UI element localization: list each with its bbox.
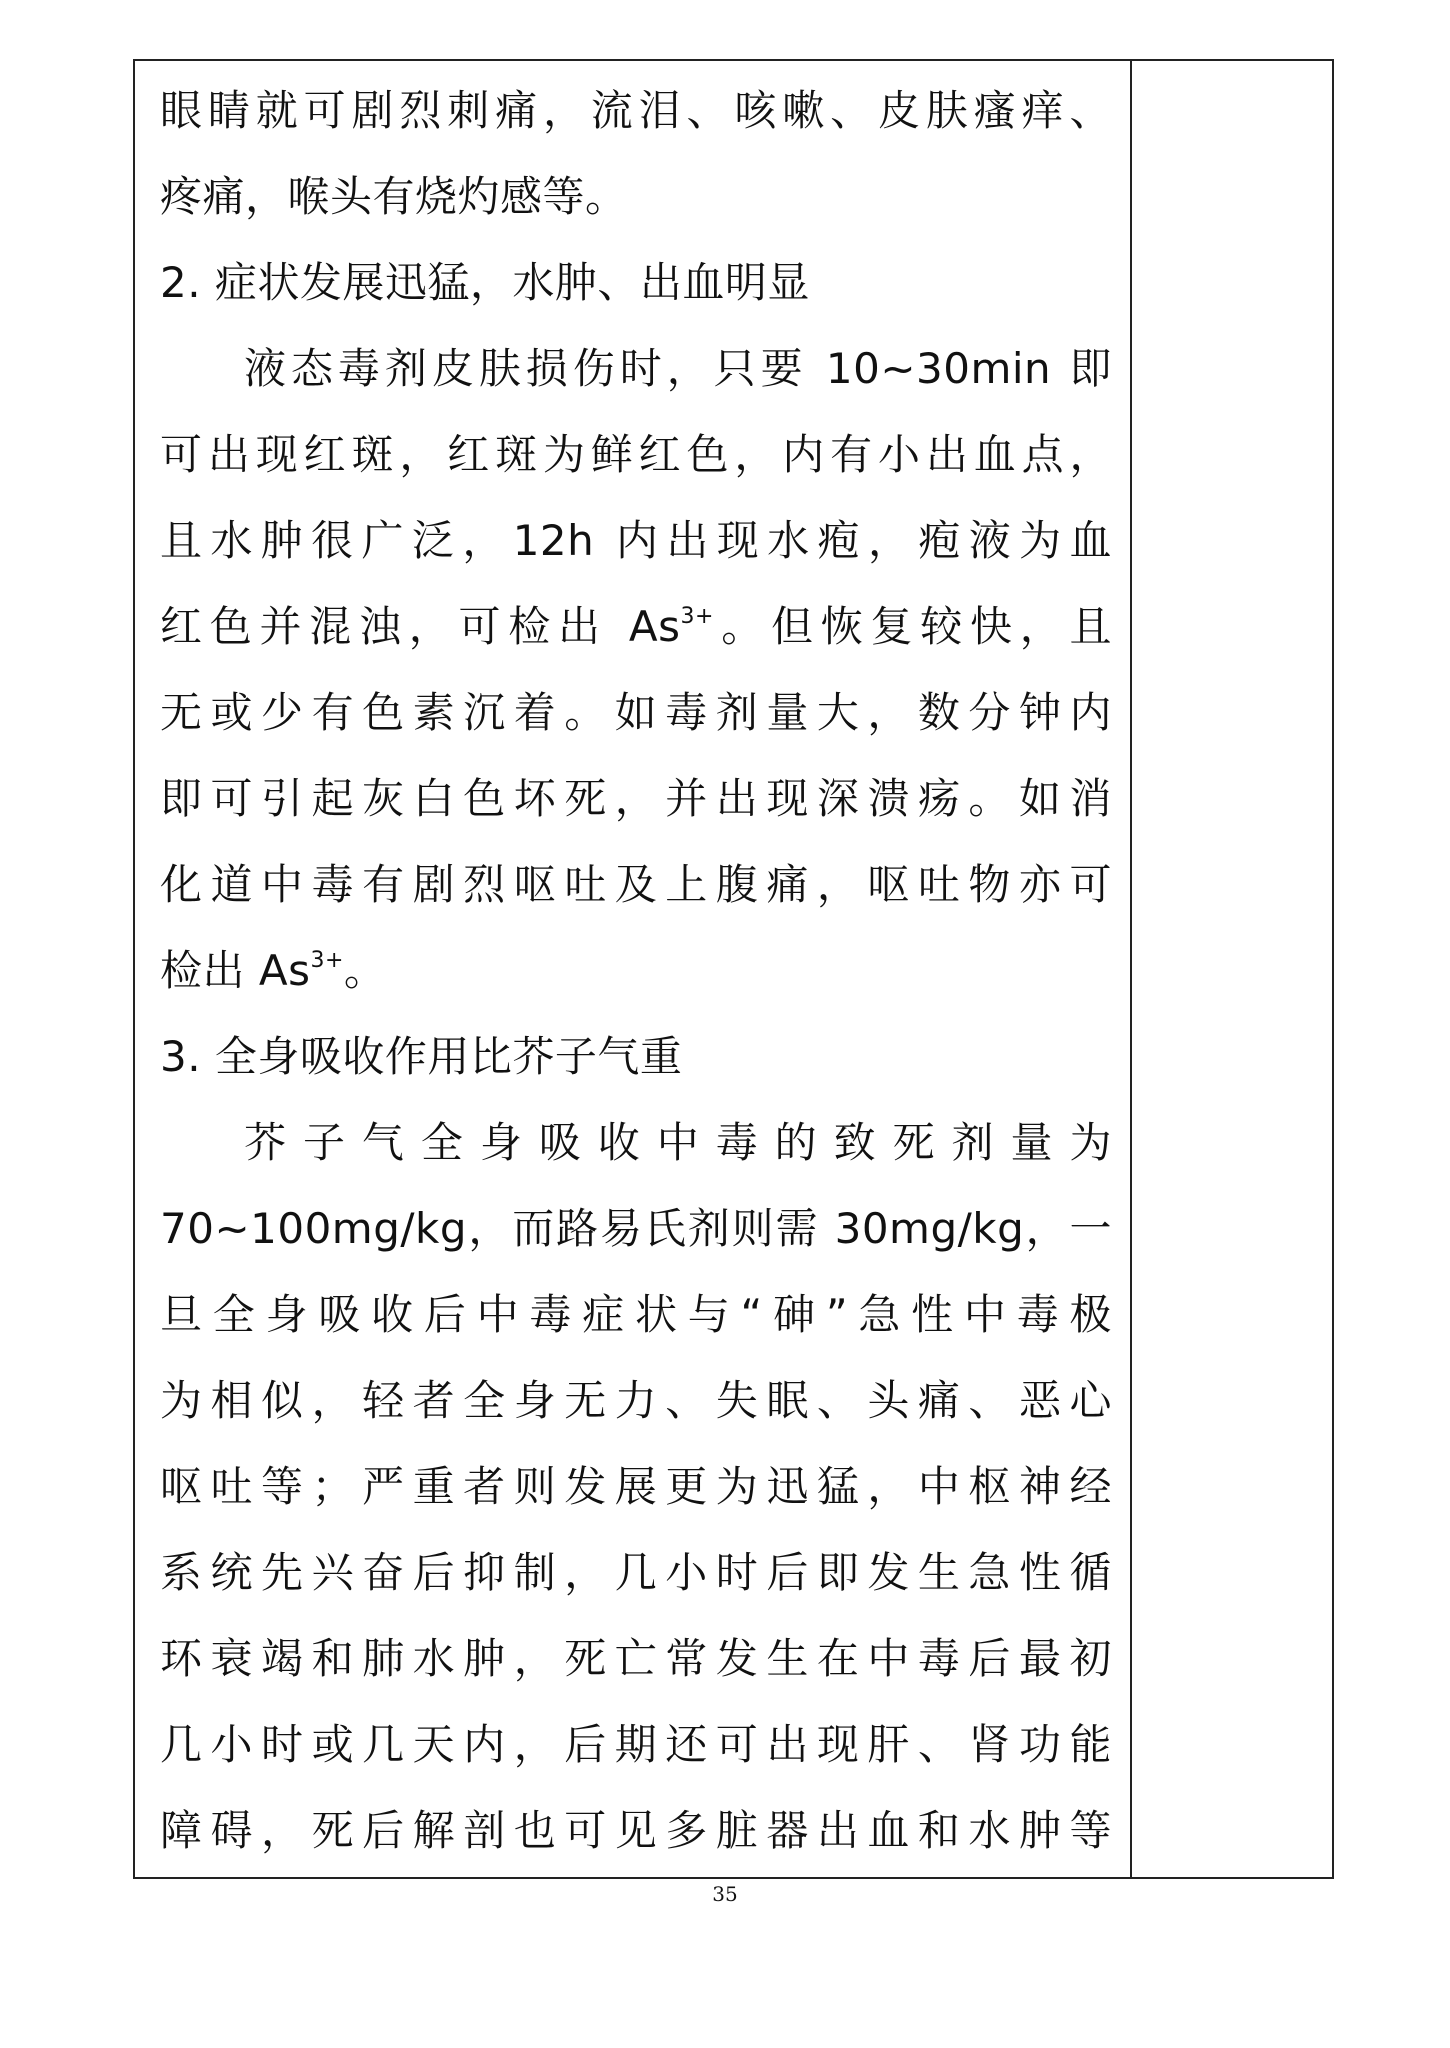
text-line: 障碍，死后解剖也可见多脏器出血和水肿等 — [160, 1806, 1112, 1855]
text-segment: 。 — [343, 946, 387, 995]
superscript: 3+ — [310, 948, 344, 973]
text-line: 疼痛，喉头有烧灼感等。 — [160, 172, 628, 221]
text-line: 呕吐等；严重者则发展更为迅猛，中枢神经 — [160, 1462, 1112, 1511]
text-line: 2. 症状发展迅猛，水肿、出血明显 — [160, 258, 810, 307]
page-number: 35 — [712, 1882, 738, 1906]
text-line: 环衰竭和肺水肿，死亡常发生在中毒后最初 — [160, 1634, 1112, 1683]
text-line: 无或少有色素沉着。如毒剂量大，数分钟内 — [160, 688, 1112, 737]
text-line: 芥子气全身吸收中毒的致死剂量为 — [244, 1118, 1112, 1167]
text-line: 即可引起灰白色坏死，并出现深溃疡。如消 — [160, 774, 1112, 823]
text-line: 系统先兴奋后抑制，几小时后即发生急性循 — [160, 1548, 1112, 1597]
text-line: 为相似，轻者全身无力、失眠、头痛、恶心 — [160, 1376, 1112, 1425]
text-segment: 。但恢复较快，且 — [713, 602, 1112, 651]
text-line — [160, 584, 1112, 670]
text-line: 几小时或几天内，后期还可出现肝、肾功能 — [160, 1720, 1112, 1769]
text-line: 旦全身吸收后中毒症状与“砷”急性中毒极 — [160, 1290, 1112, 1339]
text-line: 可出现红斑，红斑为鲜红色，内有小出血点， — [160, 430, 1112, 479]
text-line: 化道中毒有剧烈呕吐及上腹痛，呕吐物亦可 — [160, 860, 1112, 909]
text-line: 眼睛就可剧烈刺痛，流泪、咳嗽、皮肤瘙痒、 — [160, 86, 1112, 135]
text-segment: 检出 As — [160, 946, 311, 995]
text-line: 液态毒剂皮肤损伤时，只要 10~30min 即 — [244, 344, 1112, 393]
text-line: 3. 全身吸收作用比芥子气重 — [160, 1032, 683, 1081]
text-line — [160, 928, 1112, 1014]
superscript: 3+ — [680, 604, 714, 629]
text-line: 70~100mg/kg，而路易氏剂则需 30mg/kg，一 — [160, 1204, 1112, 1253]
table-column-divider — [1130, 59, 1132, 1879]
text-line: 且水肿很广泛，12h 内出现水疱，疱液为血 — [160, 516, 1112, 565]
text-content — [160, 68, 1112, 1874]
text-segment: 红色并混浊，可检出 As — [160, 602, 681, 651]
